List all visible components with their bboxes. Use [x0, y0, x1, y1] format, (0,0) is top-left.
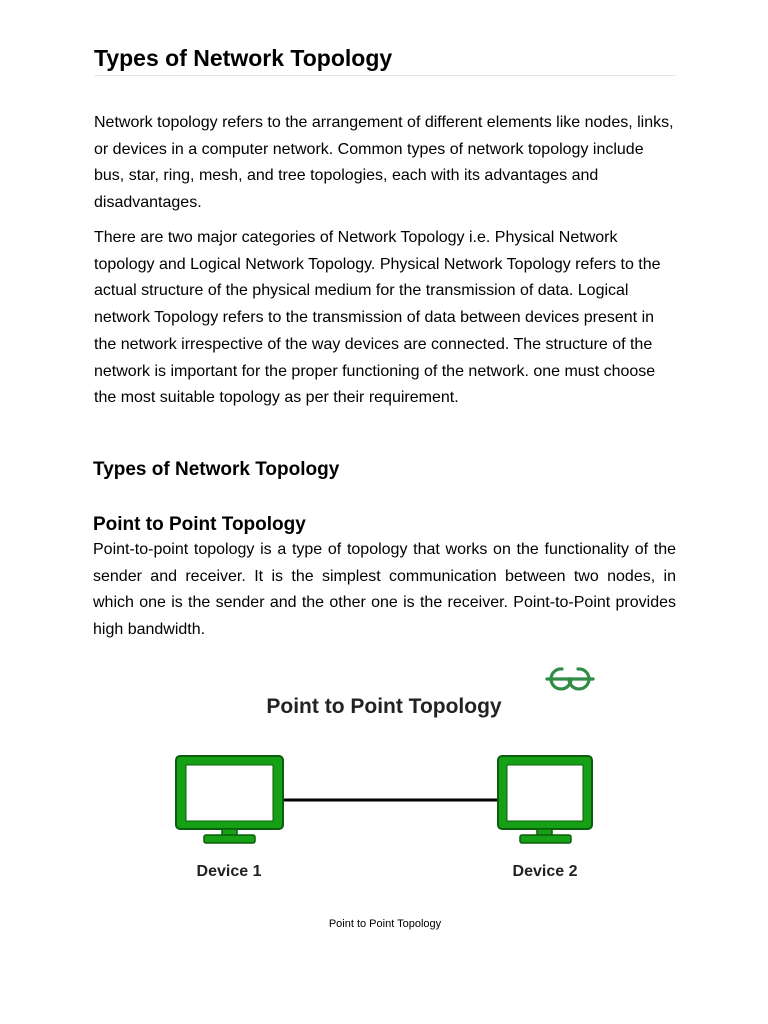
figure-title: Point to Point Topology	[266, 695, 502, 718]
device-2-label: Device 2	[512, 863, 578, 880]
device-2-monitor-icon	[498, 756, 592, 843]
device-1-label: Device 1	[196, 863, 262, 880]
intro-paragraph: Network topology refers to the arrangement of different elements like nodes, links, or devices in a computer network. Common types of network topology include bus, star, ring, mesh, and tree topologies, each with its advantages and disadvantages.	[94, 114, 674, 212]
page-title: Types of Network Topology	[94, 43, 676, 76]
section-heading-point-to-point: Point to Point Topology	[93, 514, 306, 535]
categories-paragraph: There are two major categories of Network Topology i.e. Physical Network topology and Logical Network Topology. Physical Network Topology refers to the actual structure of the physical medium for the transmission of data. Logical network Topology refers to the transmission of data between devices present in the network irrespective of the way devices are connected. The structure of the network is important for the proper functioning of the network. one must choose the most suitable topology as per their requirement.	[94, 229, 661, 407]
point-to-point-figure	[150, 655, 620, 895]
section-heading-types: Types of Network Topology	[93, 459, 340, 480]
gfg-logo	[547, 669, 593, 689]
figure-caption: Point to Point Topology	[328, 918, 442, 930]
device-1-monitor-icon	[176, 756, 283, 843]
point-to-point-paragraph: Point-to-point topology is a type of topology that works on the functionality of the sender and receiver. It is the simplest communication between two nodes, in which one is the sender and the other one is the receiver. Point-to-Point provides high bandwidth.	[93, 541, 676, 639]
gfg-logo-right	[569, 669, 593, 689]
